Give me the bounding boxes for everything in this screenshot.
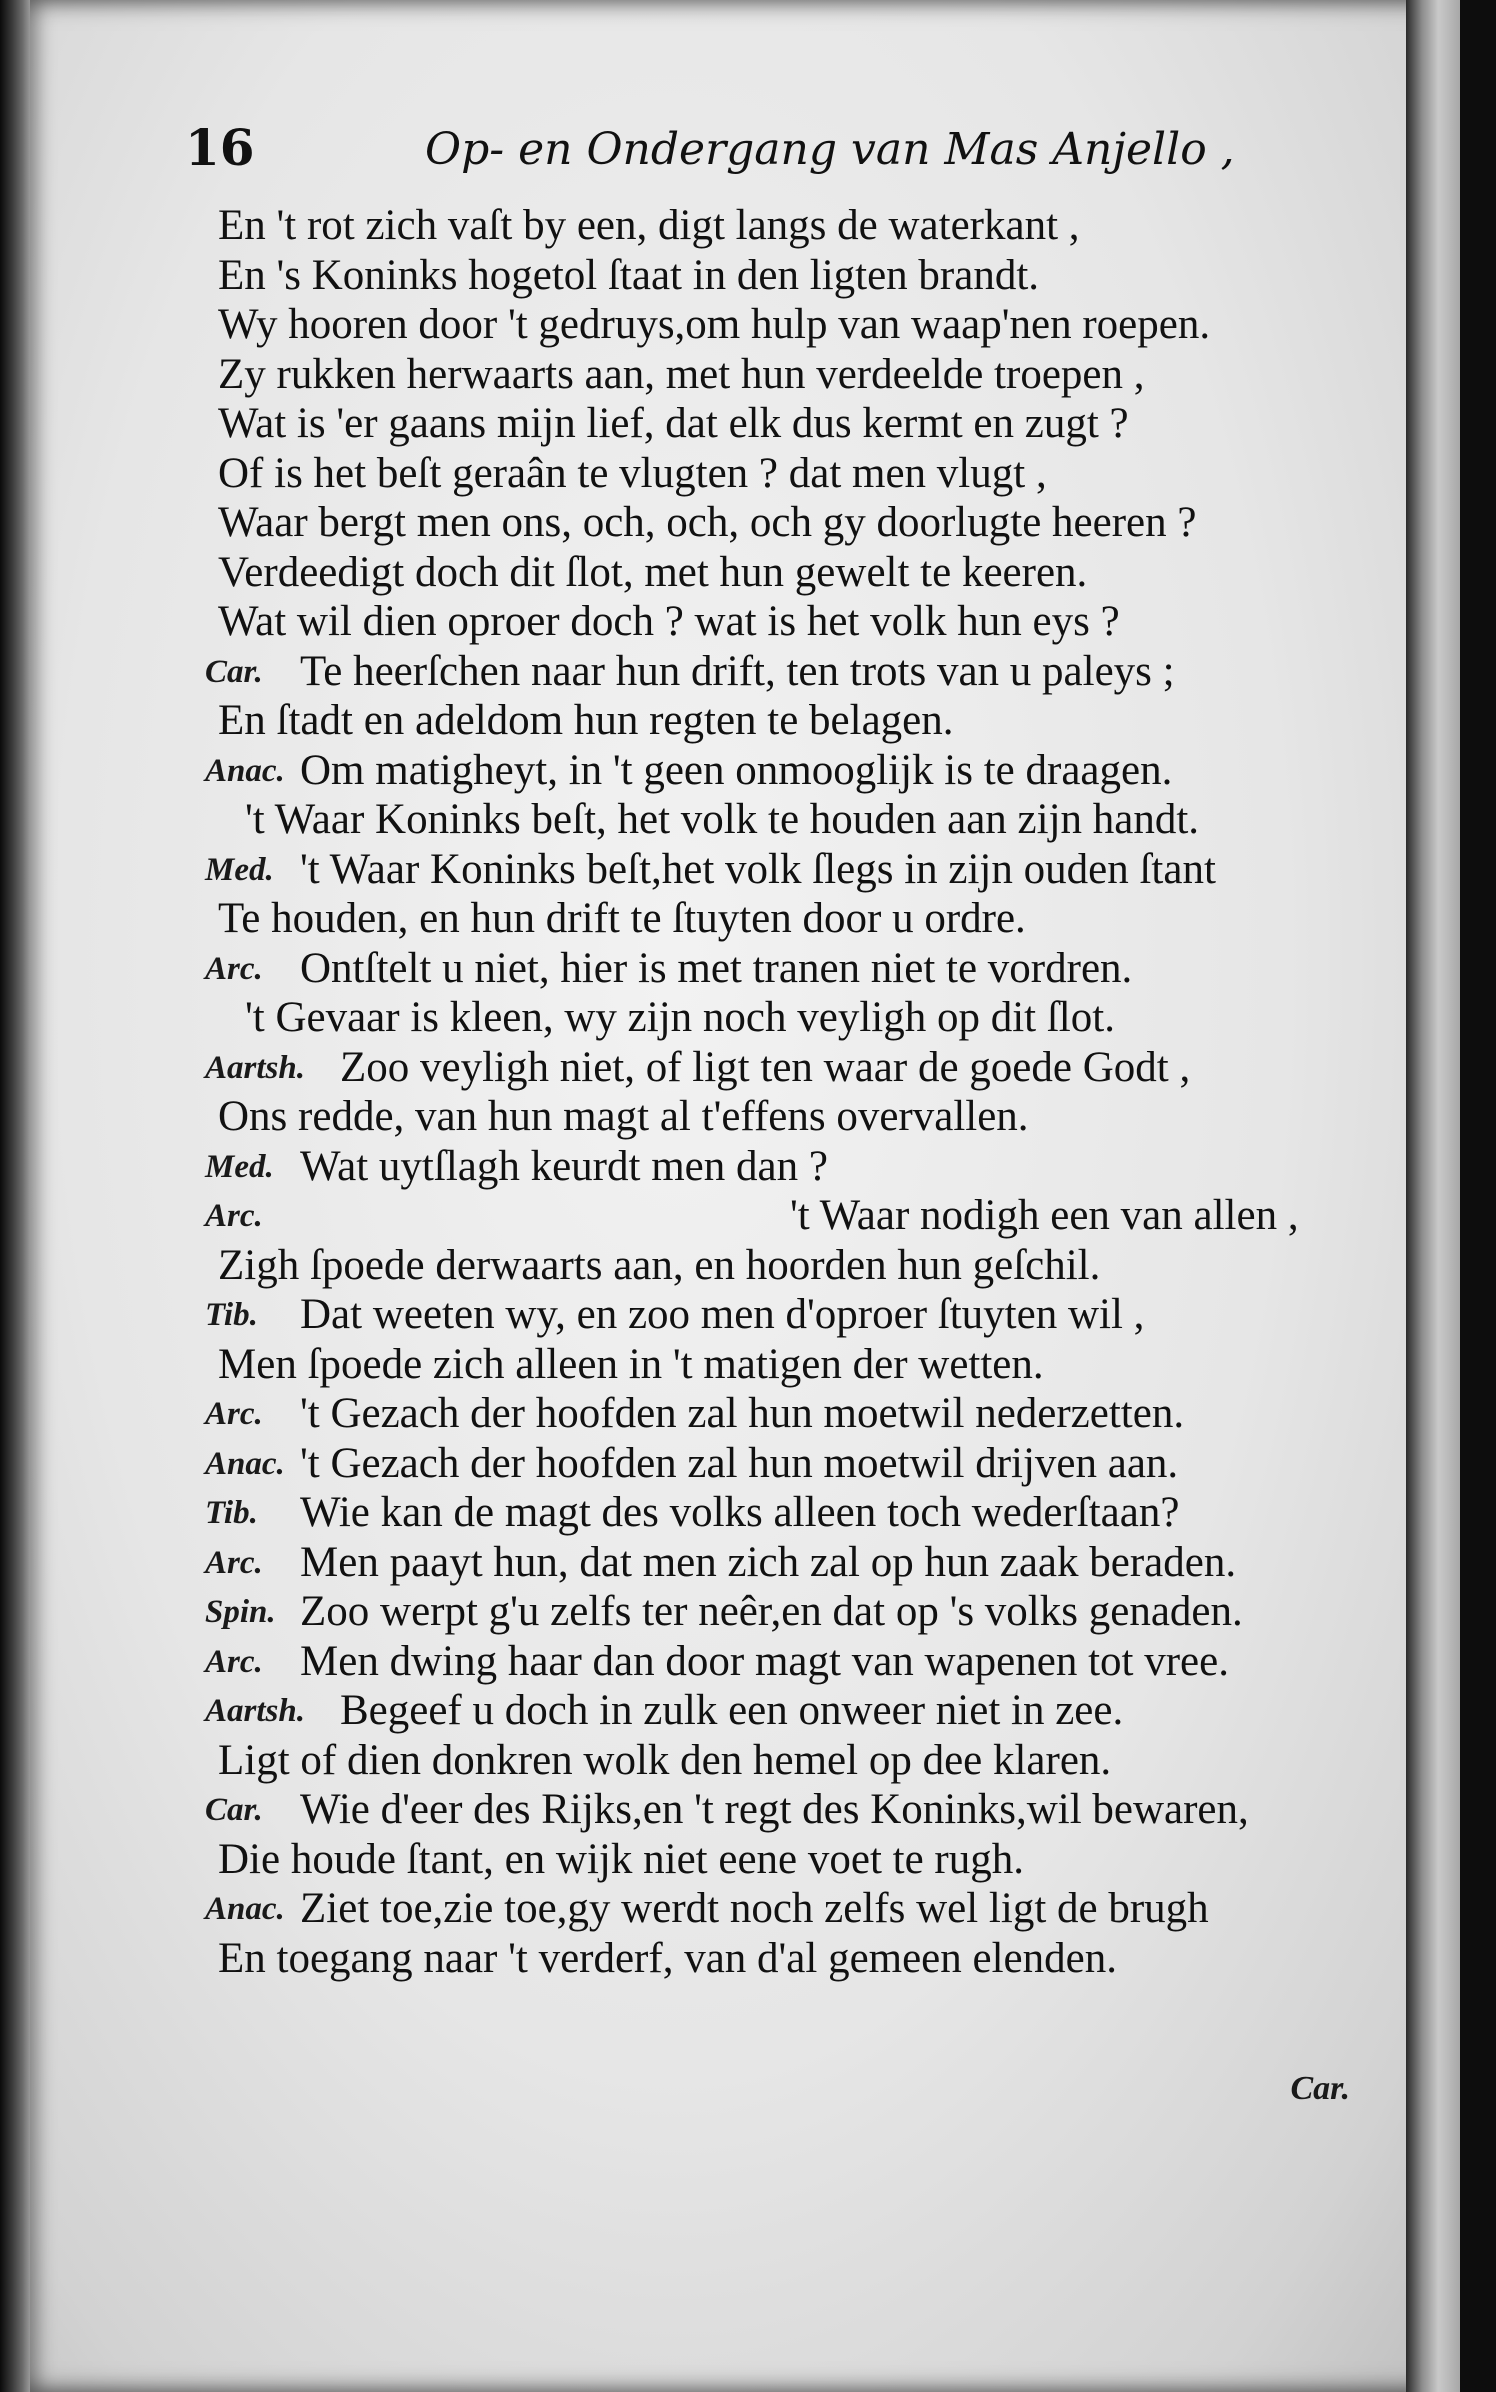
verse-text: En 't rot zich vaſt by een, digt langs de waterkant , bbox=[218, 202, 1080, 249]
verse-text: 't Gezach der hoofden zal hun moetwil drijven aan. bbox=[300, 1439, 1179, 1487]
verse-line bbox=[30, 1685, 1430, 1737]
verse-line bbox=[30, 1339, 1430, 1391]
verse-text: En toegang naar 't verderf, van d'al gemeen elenden. bbox=[218, 1934, 1117, 1982]
verse-line bbox=[30, 943, 1430, 995]
verse-line bbox=[30, 1784, 1430, 1836]
verse-line bbox=[30, 1933, 1430, 1985]
verse-text: Wat is 'er gaans mijn lief, dat elk dus kermt en zugt ? bbox=[218, 400, 1129, 447]
verse-line bbox=[30, 1091, 1430, 1143]
verse-text: Of is het beſt geraân te vlugten ? dat men vlugt , bbox=[218, 449, 1047, 497]
verse-line bbox=[30, 1537, 1430, 1589]
speaker-label: Tib. bbox=[205, 1495, 258, 1531]
verse-text: Zoo werpt g'u zelfs ter neêr,en dat op 's volks genaden. bbox=[300, 1588, 1243, 1635]
running-title: Op- en Ondergang van Mas Anjello , bbox=[425, 124, 1235, 175]
verse-line bbox=[30, 448, 1430, 500]
speaker-label: Arc. bbox=[205, 1396, 263, 1432]
verse-text: Te heerſchen naar hun drift, ten trots van u paleys ; bbox=[300, 647, 1175, 695]
verse-line bbox=[30, 695, 1430, 747]
verse-text: Om matigheyt, in 't geen onmooglijk is te draagen. bbox=[300, 746, 1173, 794]
verse-text: Die houde ſtant, en wijk niet eene voet te rugh. bbox=[218, 1835, 1024, 1883]
verse-line bbox=[30, 1438, 1430, 1490]
verse-text: Ligt of dien donkren wolk den hemel op dee klaren. bbox=[218, 1736, 1112, 1784]
verse-text: Verdeedigt doch dit ſlot, met hun gewelt te keeren. bbox=[218, 548, 1088, 596]
verse-line bbox=[30, 349, 1430, 401]
verse-line bbox=[30, 1487, 1430, 1539]
verse-line bbox=[30, 1388, 1430, 1440]
page-header bbox=[185, 118, 1245, 182]
verse-text: Ziet toe,zie toe,gy werdt noch zelfs wel ligt de brugh bbox=[300, 1885, 1209, 1932]
verse-text: 't Waar Koninks beſt,het volk ſlegs in zijn ouden ſtant bbox=[300, 845, 1216, 893]
verse-line bbox=[30, 844, 1430, 896]
verse-text: Wat wil dien oproer doch ? wat is het volk hun eys ? bbox=[218, 598, 1120, 645]
speaker-label: Aartsh. bbox=[205, 1693, 305, 1729]
verse-text: Wie d'eer des Rijks,en 't regt des Koninks,wil bewaren, bbox=[300, 1786, 1249, 1833]
verse-text: En 's Koninks hogetol ſtaat in den ligten brandt. bbox=[218, 251, 1040, 299]
speaker-label: Anac. bbox=[205, 1891, 285, 1927]
verse-text: Begeef u doch in zulk een onweer niet in zee. bbox=[340, 1687, 1124, 1734]
facing-page-edge bbox=[1406, 0, 1460, 2392]
speaker-label: Med. bbox=[205, 851, 274, 888]
catchword: Car. bbox=[1290, 2070, 1350, 2107]
speaker-label: Med. bbox=[205, 1148, 274, 1185]
verse-text: Zigh ſpoede derwaarts aan, en hoorden hun geſchil. bbox=[218, 1241, 1101, 1289]
verse-line bbox=[30, 1141, 1430, 1193]
speaker-label: Aartsh. bbox=[205, 1049, 305, 1086]
verse-line bbox=[30, 200, 1430, 252]
verse-text: Zoo veyligh niet, of ligt ten waar de goede Godt , bbox=[340, 1043, 1191, 1091]
verse-line bbox=[30, 596, 1430, 648]
verse-line bbox=[30, 1289, 1430, 1341]
verse-text: Wat uytſlagh keurdt men dan ? bbox=[300, 1142, 828, 1190]
speaker-label: Anac. bbox=[205, 752, 285, 789]
verse-line bbox=[30, 1883, 1430, 1935]
verse-line bbox=[30, 992, 1430, 1044]
verse-line bbox=[30, 1834, 1430, 1886]
verse-line bbox=[30, 1636, 1430, 1688]
verse-text: Wie kan de magt des volks alleen toch wederſtaan? bbox=[300, 1489, 1180, 1536]
speaker-label: Car. bbox=[205, 653, 263, 690]
verse-text: Men paayt hun, dat men zich zal op hun zaak beraden. bbox=[300, 1538, 1237, 1586]
verse-line bbox=[30, 398, 1430, 450]
verse-line bbox=[30, 1240, 1430, 1292]
verse-line bbox=[30, 547, 1430, 599]
speaker-label: Tib. bbox=[205, 1297, 258, 1333]
verse-line bbox=[30, 497, 1430, 549]
verse-line bbox=[30, 745, 1430, 797]
speaker-label: Anac. bbox=[205, 1445, 285, 1482]
verse-text: 't Waar nodigh een van allen , bbox=[790, 1192, 1299, 1239]
verse-text: 't Gevaar is kleen, wy zijn noch veyligh op dit ſlot. bbox=[245, 994, 1115, 1041]
book-page bbox=[30, 0, 1460, 2392]
verse-line bbox=[30, 1190, 1430, 1242]
verse-text: Ontſtelt u niet, hier is met tranen niet te vordren. bbox=[300, 944, 1133, 992]
speaker-label: Arc. bbox=[205, 1643, 263, 1680]
verse-text: Dat weeten wy, en zoo men d'oproer ſtuyten wil , bbox=[300, 1291, 1145, 1338]
book-gutter-edge bbox=[0, 0, 30, 2392]
verse-text: Men dwing haar dan door magt van wapenen tot vree. bbox=[300, 1637, 1229, 1685]
verse-line bbox=[30, 646, 1430, 698]
speaker-label: Arc. bbox=[205, 1544, 263, 1581]
verse-text: Te houden, en hun drift te ſtuyten door u ordre. bbox=[218, 895, 1026, 942]
verse-text: 't Waar Koninks beſt, het volk te houden aan zijn handt. bbox=[245, 796, 1200, 843]
verse-line bbox=[30, 1586, 1430, 1638]
verse-text: Waar bergt men ons, och, och, och gy doorlugte heeren ? bbox=[218, 499, 1197, 546]
verse-line bbox=[30, 893, 1430, 945]
speaker-label: Spin. bbox=[205, 1594, 276, 1630]
verse-line bbox=[30, 250, 1430, 302]
verse-line bbox=[30, 1735, 1430, 1787]
page-number: 16 bbox=[185, 118, 255, 177]
verse-text: En ſtadt en adeldom hun regten te belagen. bbox=[218, 697, 954, 744]
speaker-label: Arc. bbox=[205, 950, 263, 987]
verse-text: Men ſpoede zich alleen in 't matigen der wetten. bbox=[218, 1340, 1044, 1388]
verse-line bbox=[30, 299, 1430, 351]
verse-text: Wy hooren door 't gedruys,om hulp van waap'nen roepen. bbox=[218, 301, 1211, 348]
verse-line bbox=[30, 794, 1430, 846]
verse-line bbox=[30, 1042, 1430, 1094]
verse-text: Ons redde, van hun magt al t'effens overvallen. bbox=[218, 1093, 1029, 1140]
verse-text: Zy rukken herwaarts aan, met hun verdeelde troepen , bbox=[218, 350, 1145, 398]
verse-text: 't Gezach der hoofden zal hun moetwil nederzetten. bbox=[300, 1390, 1185, 1437]
speaker-label: Arc. bbox=[205, 1198, 263, 1234]
speaker-label: Car. bbox=[205, 1792, 263, 1828]
